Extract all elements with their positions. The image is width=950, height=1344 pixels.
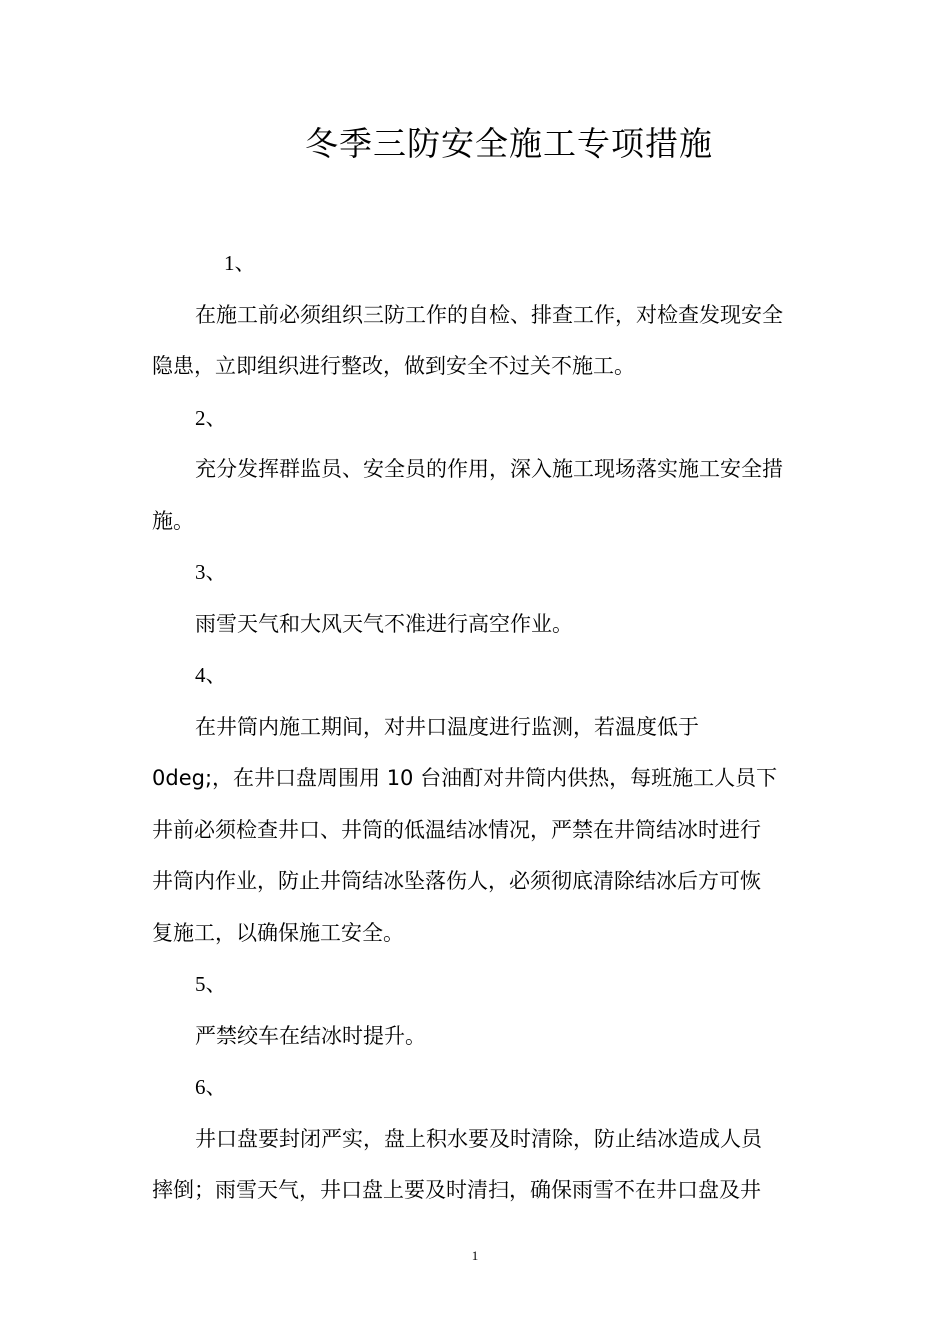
paragraph-line: 井口盘要封闭严实，盘上积水要及时清除，防止结冰造成人员 xyxy=(195,1126,762,1151)
item-number: 1、 xyxy=(224,251,256,275)
paragraph-line: 复施工，以确保施工安全。 xyxy=(152,920,404,945)
paragraph-line: 0deg;，在井口盘周围用 10 台油酊对井筒内供热，每班施工人员下 xyxy=(152,766,778,790)
page-number: 1 xyxy=(471,1248,479,1263)
paragraph-line: 井前必须检查井口、井筒的低温结冰情况，严禁在井筒结冰时进行 xyxy=(152,817,761,842)
paragraph-line: 井筒内作业，防止井筒结冰坠落伤人，必须彻底清除结冰后方可恢 xyxy=(152,869,761,893)
item-paragraph: 在施工前必须组织三防工作的自检、排查工作，对检查发现安全隐患，立即组织进行整改，做到安全不过关不施工。 xyxy=(152,302,783,378)
item-number: 6、 xyxy=(195,1075,227,1099)
item-paragraph xyxy=(152,702,802,960)
document-body xyxy=(152,238,802,1217)
item-paragraph: 严禁绞车在结冰时提升。 xyxy=(195,1023,426,1048)
paragraph-line: 在井筒内施工期间，对井口温度进行监测，若温度低于 xyxy=(195,714,699,739)
item-paragraph xyxy=(152,1114,802,1217)
document-title: 冬季三防安全施工专项措施 xyxy=(305,124,713,163)
item-number: 3、 xyxy=(195,560,227,584)
item-number: 5、 xyxy=(195,972,227,996)
item-number: 4、 xyxy=(195,663,227,687)
item-paragraph: 充分发挥群监员、安全员的作用，深入施工现场落实施工安全措施。 xyxy=(152,457,783,533)
item-paragraph: 雨雪天气和大风天气不准进行高空作业。 xyxy=(195,611,573,636)
paragraph-line: 摔倒；雨雪天气，井口盘上要及时清扫，确保雨雪不在井口盘及井 xyxy=(152,1178,761,1202)
item-number: 2、 xyxy=(195,405,227,430)
